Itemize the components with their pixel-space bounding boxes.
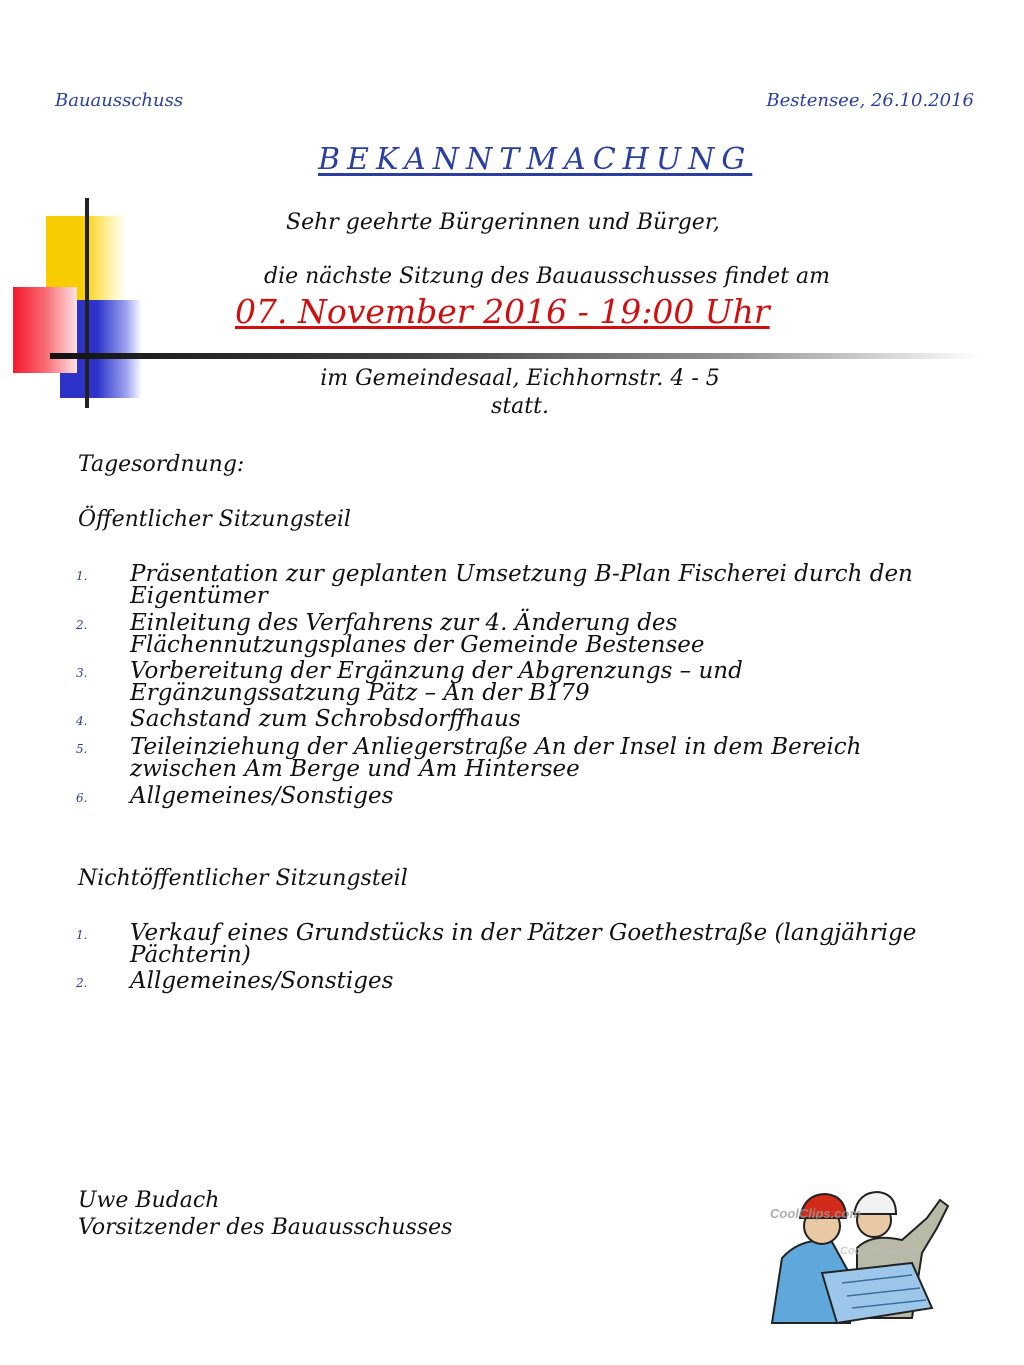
item-number: 2. bbox=[76, 976, 88, 990]
agenda-title: Tagesordnung: bbox=[78, 452, 245, 477]
item-number: 4. bbox=[76, 714, 88, 728]
signature-name: Uwe Budach bbox=[78, 1188, 220, 1213]
statt-text: statt. bbox=[491, 394, 549, 419]
item-text: Allgemeines/Sonstiges bbox=[130, 968, 394, 994]
item-number: 5. bbox=[76, 742, 88, 756]
meeting-date-time: 07. November 2016 - 19:00 Uhr bbox=[235, 292, 770, 331]
item-text: Sachstand zum Schrobsdorffhaus bbox=[130, 706, 521, 732]
intro-text: die nächste Sitzung des Bauausschusses findet am bbox=[264, 264, 831, 289]
item-number: 3. bbox=[76, 666, 88, 680]
item-number: 2. bbox=[76, 618, 88, 632]
item-text: Präsentation zur geplanten Umsetzung B-Plan Fischerei durch den Eigentümer bbox=[130, 561, 913, 609]
greeting: Sehr geehrte Bürgerinnen und Bürger, bbox=[286, 210, 720, 235]
item-text: Einleitung des Verfahrens zur 4. Änderung des Flächennutzungsplanes der Gemeinde Bestensee bbox=[130, 610, 705, 658]
public-section-title: Öffentlicher Sitzungsteil bbox=[78, 507, 351, 532]
item-number: 1. bbox=[76, 569, 88, 583]
watermark-text: CoolClips.com bbox=[840, 1245, 918, 1257]
item-number: 1. bbox=[76, 928, 88, 942]
decorative-red-square bbox=[13, 287, 77, 373]
item-text: Allgemeines/Sonstiges bbox=[130, 783, 394, 809]
private-section-title: Nichtöffentlicher Sitzungsteil bbox=[78, 866, 408, 891]
watermark-text: CoolClips.com bbox=[770, 1206, 862, 1221]
construction-workers-clipart-icon bbox=[762, 1178, 962, 1328]
item-text: Vorbereitung der Ergänzung der Abgrenzungs – und Ergänzungssatzung Pätz – An der B179 bbox=[130, 658, 743, 706]
signature-role: Vorsitzender des Bauausschusses bbox=[78, 1215, 453, 1240]
item-text: Verkauf eines Grundstücks in der Pätzer Goethestraße (langjährige Pächterin) bbox=[130, 920, 917, 968]
decorative-horizontal-line bbox=[50, 353, 980, 359]
place-date: Bestensee, 26.10.2016 bbox=[766, 90, 974, 111]
committee-name: Bauausschuss bbox=[55, 90, 184, 111]
item-number: 6. bbox=[76, 791, 88, 805]
item-text: Teileinziehung der Anliegerstraße An der Insel in dem Bereich zwischen Am Berge und Am Hintersee bbox=[130, 734, 862, 782]
meeting-location: im Gemeindesaal, Eichhornstr. 4 - 5 bbox=[320, 366, 720, 391]
announcement-title: BEKANNTMACHUNG bbox=[318, 142, 753, 177]
